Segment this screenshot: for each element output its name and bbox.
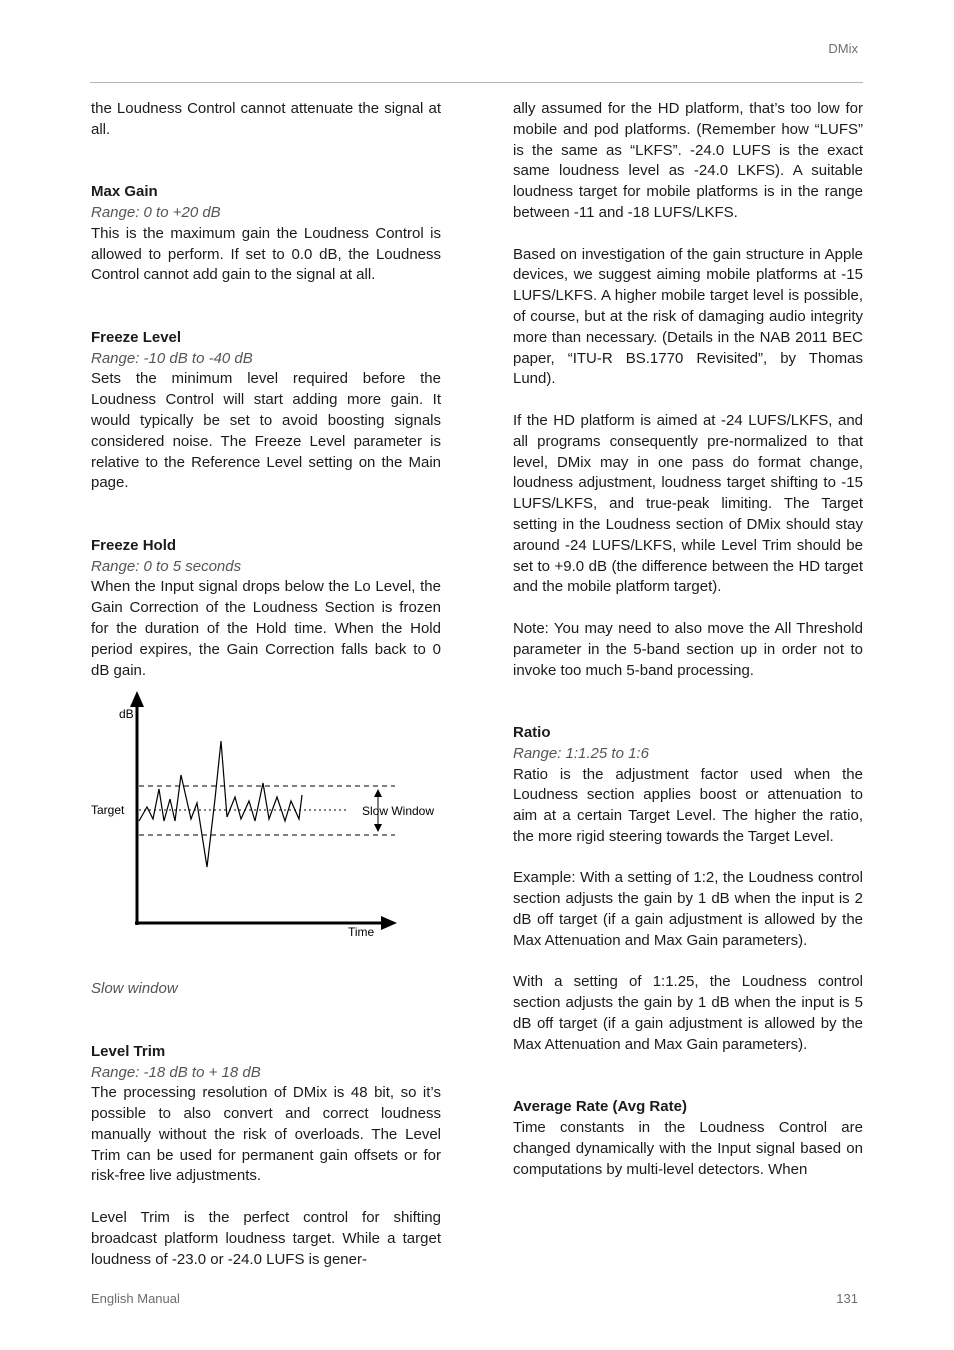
freeze-hold-body: When the Input signal drops below the Lo Level, the Gain Correction of the Loudness Section is frozen for the duration of the Hold time. When the Hold period expires, the Gain Correction falls back to 0 dB gain. — [91, 578, 441, 679]
freeze-level-heading: Freeze Level — [91, 328, 182, 346]
platform-paragraph-1: ally assumed for the HD platform, that’s too low for mobile and pod platforms. (Remember how “LUFS” is the same as “LKFS”. -24.0 LUFS is the exact same loudness level as -24.0 LKFS). A suitable loudness target for mobile platforms is in the range between -11 and -18 LUFS/LKFS. — [513, 100, 863, 221]
page-number: 131 — [836, 1291, 858, 1306]
intro-paragraph: the Loudness Control cannot attenuate the signal at all. — [91, 100, 441, 138]
slow-window-label: Slow Window — [362, 804, 435, 819]
level-trim-range: Range: -18 dB to + 18 dB — [91, 1063, 261, 1081]
max-gain-range: Range: 0 to +20 dB — [91, 203, 221, 221]
time-label: Time — [348, 925, 375, 940]
max-gain-body: This is the maximum gain the Loudness Control is allowed to perform. If set to 0.0 dB, the Loudness Control cannot add gain to the signal at all. — [91, 224, 441, 284]
left-column — [91, 99, 441, 1270]
right-column — [513, 99, 863, 1180]
level-trim-heading: Level Trim — [91, 1042, 166, 1060]
platform-paragraph-3: If the HD platform is aimed at -24 LUFS/LKFS, and all programs consequently pre-normalized to that level, DMix may in one pass do format change, loudness adjustment, loudness target shifting to -15 LUFS/LKFS, and true-peak limiting. The Target setting in the Loudness section of DMix should stay around -24 LUFS/LKFS, while Level Trim should be set to +9.0 dB (the difference between the HD target and the mobile platform target). — [513, 411, 863, 596]
header-rule — [90, 82, 863, 83]
freeze-level-body: Sets the minimum level required before the Loudness Control will start adding more gain. It would typically be set to avoid boosting signals considered noise. The Freeze Level parameter is relative to the Reference Level setting on the Main page. — [91, 370, 441, 492]
avg-rate-body: Time constants in the Loudness Control are changed dynamically with the Input signal based on computations by multi-level detectors. When — [513, 1119, 863, 1178]
level-trim-body-1: The processing resolution of DMix is 48 bit, so it’s possible to also convert and correct loudness manually without the risk of overloads. The Level Trim can be used for permanent gain offsets or for risk-free live adjustments. — [91, 1084, 441, 1185]
ratio-range: Range: 1:1.25 to 1:6 — [513, 744, 649, 762]
freeze-hold-range: Range: 0 to 5 seconds — [91, 557, 242, 575]
target-label: Target — [91, 803, 125, 818]
avg-rate-heading: Average Rate (Avg Rate) — [513, 1098, 687, 1116]
freeze-level-range: Range: -10 dB to -40 dB — [91, 349, 253, 367]
running-header: DMix — [828, 41, 858, 56]
ratio-heading: Ratio — [513, 723, 551, 741]
db-label: dB — [119, 707, 134, 722]
figure-caption: Slow window — [91, 980, 178, 998]
window-arrow-down — [374, 824, 382, 832]
note-paragraph: Note: You may need to also move the All Threshold parameter in the 5-band section up in order not to invoke too much 5-band processing. — [513, 619, 863, 679]
window-arrow-up — [374, 789, 382, 797]
signal-trace — [139, 741, 302, 867]
platform-paragraph-2: Based on investigation of the gain structure in Apple devices, we suggest aiming mobile platforms at -15 LUFS/LKFS. A higher mobile target level is possible, of course, but at the risk of damaging audio integrity more than necessary. (Details in the NAB 2011 BEC paper, “ITU-R BS.1770 Revisited”, by Thomas Lund). — [513, 245, 863, 388]
y-axis-arrow — [130, 691, 144, 707]
ratio-body-2: Example: With a setting of 1:2, the Loudness control section adjusts the gain by 1 dB when the input is 2 dB off target (if a gain adjustment is allowed by the Max Attenuation and Max Gain parameters). — [513, 869, 863, 949]
max-gain-heading: Max Gain — [91, 183, 158, 201]
slow-window-figure — [91, 689, 441, 979]
slow-window-diagram — [91, 689, 451, 979]
x-axis-arrow — [381, 916, 397, 930]
ratio-body-1: Ratio is the adjustment factor used when the Loudness section applies boost or attenuation to aim at a certain Target Level. The higher the ratio, the more rigid steering towards the Target Level. — [513, 765, 863, 845]
ratio-body-3: With a setting of 1:1.25, the Loudness control section adjusts the gain by 1 dB when the input is 5 dB off target (if a gain adjustment is allowed by the Max Attenuation and Max Gain parameters). — [513, 973, 863, 1053]
footer-manual-title: English Manual — [91, 1291, 180, 1306]
level-trim-body-2: Level Trim is the perfect control for shifting broadcast platform loudness target. While a target loudness of -23.0 or -24.0 LUFS is gener- — [91, 1209, 441, 1268]
freeze-hold-heading: Freeze Hold — [91, 536, 177, 554]
